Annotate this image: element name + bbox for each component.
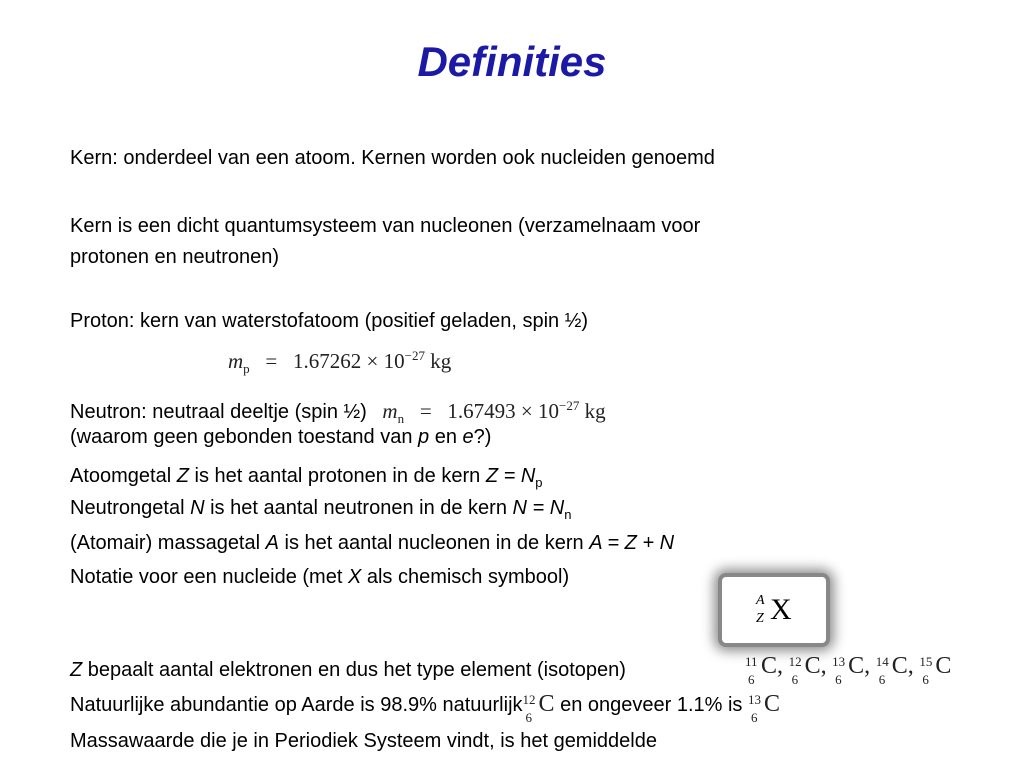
proton-definition: Proton: kern van waterstofatoom (positief geladen, spin ½) (70, 310, 589, 332)
notatie-line: Notatie voor een nucleide (met X als chemisch symbool) (70, 566, 570, 588)
kern-quantum-line1: Kern is een dicht quantumsysteem van nucleonen (verzamelnaam voor (70, 215, 701, 237)
isotope-c13: 13 6 C, (832, 653, 871, 687)
page-title: Definities (417, 38, 607, 85)
massagetal-line: (Atomair) massagetal A is het aantal nucleonen in de kern A = Z + N (70, 532, 675, 554)
isotope-c13-abundance: 13 6 C (748, 691, 781, 725)
massawaarde-line: Massawaarde die je in Periodiek Systeem vindt, is het gemiddelde (70, 730, 657, 752)
isotope-c11: 11 6 C, (745, 653, 784, 687)
neutron-question: (waarom geen gebonden toestand van p en e?) (70, 426, 492, 448)
isotope-c14: 14 6 C, (875, 653, 914, 687)
neutrongetal-line: Neutrongetal N is het aantal neutronen in de kern $N = N_n$ (70, 497, 572, 522)
kern-quantum-line2: protonen en neutronen) (70, 246, 280, 268)
isotope-c15: 15 6 C (919, 653, 952, 687)
isotopen-line: Z bepaalt aantal elektronen en dus het type element (isotopen) (70, 659, 626, 681)
neutron-definition: Neutron: neutraal deeltje (spin ½) $m_n$ = $1.67493 \times 10^{-27}$ kg (70, 398, 606, 427)
carbon-isotopes (745, 653, 952, 687)
kern-definition: Kern: onderdeel van een atoom. Kernen worden ook nucleiden genoemd (70, 147, 715, 169)
isotope-c12-abundance: 12 6 C (522, 691, 555, 725)
proton-mass-equation: $m_p$ = $1.67262 \times 10^{-27}$ kg (228, 348, 452, 377)
neutron-mass-equation: $m_n$ = $1.67493 \times 10^{-27}$ kg (382, 398, 606, 427)
nuclide-notation-box: A Z X (718, 573, 830, 647)
isotope-c12: 12 6 C, (788, 653, 827, 687)
abundantie-line: Natuurlijke abundantie op Aarde is 98.9% natuurlijk 12 6 C en ongeveer 1.1% is 13 6 C (70, 691, 781, 725)
atoomgetal-line: Atoomgetal Z is het aantal protonen in de kern $Z = N_p$ (70, 465, 543, 490)
